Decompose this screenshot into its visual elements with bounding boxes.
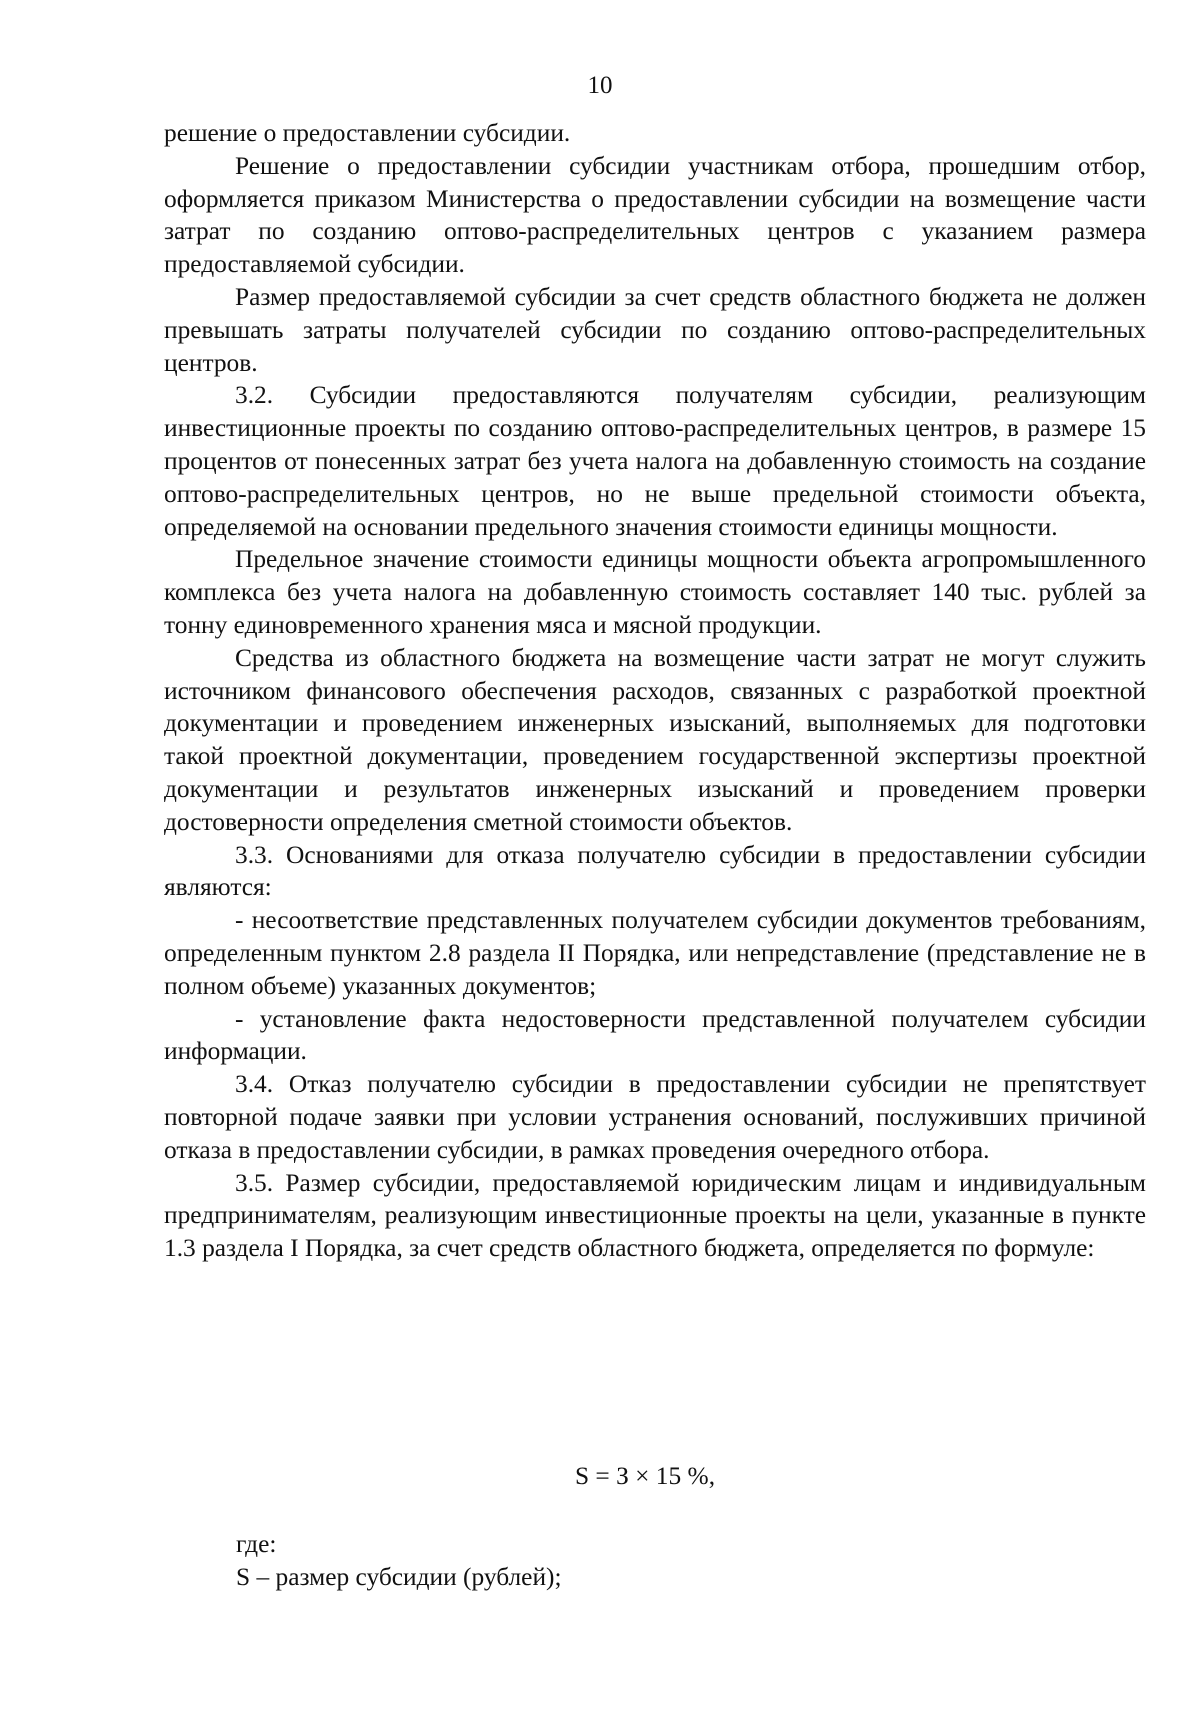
paragraph: Решение о предоставлении субсидии участникам отбора, прошедшим отбор, оформляется приказом Министерства о предоставлении субсидии на возмещение части затрат по созданию оптово-распределительных центров с указанием размера предоставляемой субсидии. bbox=[164, 151, 1146, 279]
paragraph-clause-3-5: 3.5. Размер субсидии, предоставляемой юридическим лицам и индивидуальным предпринимателям, реализующим инвестиционные проекты на цели, указанные в пункте 1.3 раздела I Порядка, за счет средств областного бюджета, определяется по формуле: bbox=[164, 1168, 1146, 1263]
subsidy-formula: S = З × 15 %, bbox=[574, 1462, 716, 1490]
where-label: где: bbox=[236, 1530, 277, 1558]
paragraph: Предельное значение стоимости единицы мощности объекта агропромышленного комплекса без учета налога на добавленную стоимость составляет 140 тыс. рублей за тонну единовременного хранения мяса и мясной продукции. bbox=[164, 545, 1146, 639]
paragraph: Размер предоставляемой субсидии за счет средств областного бюджета не должен превышать затраты получателей субсидии по созданию оптово-распределительных центров. bbox=[164, 282, 1146, 377]
paragraph-clause-3-2: 3.2. Субсидии предоставляются получателям субсидии, реализующим инвестиционные проекты по созданию оптово-распределительных центров, в размере 15 процентов от понесенных затрат без учета налога на добавленную стоимость на создание оптово-распределительных центров, но не выше предельной стоимости объекта, определяемой на основании предельного значения стоимости единицы мощности. bbox=[164, 381, 1146, 541]
definition-item: S – размер субсидии (рублей); bbox=[236, 1562, 562, 1591]
paragraph: Средства из областного бюджета на возмещение части затрат не могут служить источником финансового обеспечения расходов, связанных с разработкой проектной документации и проведением инженерных изысканий, выполняемых для подготовки такой проектной документации, проведением государственной экспертизы проектной документации и результатов инженерных изысканий и проведением проверки достоверности определения сметной стоимости объектов. bbox=[164, 643, 1146, 836]
paragraph-clause-3-4: 3.4. Отказ получателю субсидии в предоставлении субсидии не препятствует повторной подаче заявки при условии устранения оснований, послуживших причиной отказа в предоставлении субсидии, в рамках проведения очередного отбора. bbox=[164, 1070, 1146, 1164]
document-body bbox=[164, 117, 1146, 1265]
list-item: - установление факта недостоверности представленной получателем субсидии информации. bbox=[164, 1004, 1146, 1066]
page-number: 10 bbox=[587, 72, 613, 99]
paragraph: решение о предоставлении субсидии. bbox=[164, 119, 571, 147]
paragraph-clause-3-3: 3.3. Основаниями для отказа получателю субсидии в предоставлении субсидии являются: bbox=[164, 840, 1146, 902]
list-item: - несоответствие представленных получателем субсидии документов требованиям, определенным пунктом 2.8 раздела II Порядка, или непредставление (представление не в полном объеме) указанных документов; bbox=[164, 906, 1146, 1000]
formula-legend bbox=[236, 1528, 562, 1594]
